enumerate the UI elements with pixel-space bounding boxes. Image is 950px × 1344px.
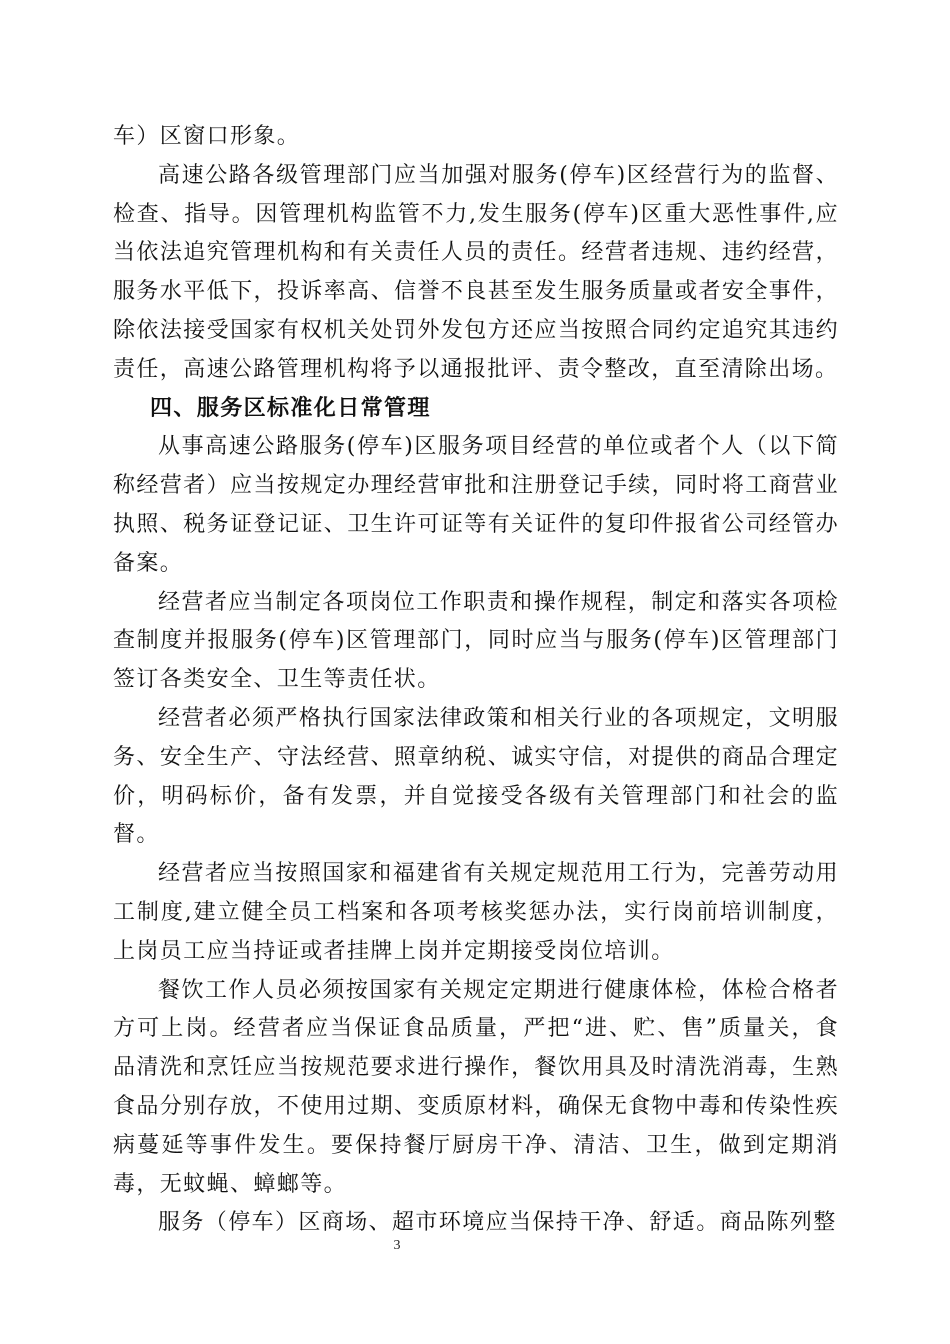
page-number: 3: [393, 1238, 401, 1253]
body-text: [113, 118, 839, 1243]
paragraph-food-safety: 餐饮工作人员必须按国家有关规定定期进行健康体检，体检合格者方可上岗。经营者应当保证食品质量，严把“进、贮、售”质量关，食品清洗和烹饪应当按规范要求进行操作，餐饮用具及时清洗消毒，生熟食品分别存放，不使用过期、变质原材料，确保无食物中毒和传染性疾病蔓延等事件发生。要保持餐厅厨房干净、清洁、卫生，做到定期消毒，无蚊蝇、蟑螂等。: [113, 977, 839, 1197]
paragraph-continuation: 车）区窗口形象。: [113, 124, 301, 149]
paragraph-supervision: 高速公路各级管理部门应当加强对服务(停车)区经营行为的监督、检查、指导。因管理机构监管不力,发生服务(停车)区重大恶性事件,应当依法追究管理机构和有关责任人员的责任。经营者违规、违约经营，服务水平低下，投诉率高、信誉不良甚至发生服务质量或者安全事件，除依法接受国家有权机关处罚外发包方还应当按照合同约定追究其违约责任，高速公路管理机构将予以通报批评、责令整改，直至清除出场。: [113, 162, 839, 382]
paragraph-compliance: 经营者必须严格执行国家法律政策和相关行业的各项规定，文明服务、安全生产、守法经营、照章纳税、诚实守信，对提供的商品合理定价，明码标价，备有发票，并自觉接受各级有关管理部门和社会的监督。: [113, 705, 839, 848]
section-heading: 四、服务区标准化日常管理: [150, 395, 431, 421]
paragraph-registration: 从事高速公路服务(停车)区服务项目经营的单位或者个人（以下简称经营者）应当按规定办理经营审批和注册登记手续，同时将工商营业执照、税务证登记证、卫生许可证等有关证件的复印件报省公司经管办备案。: [113, 434, 839, 576]
paragraph-store-environment: 服务（停车）区商场、超市环境应当保持干净、舒适。商品陈列整: [158, 1210, 837, 1236]
paragraph-responsibilities: 经营者应当制定各项岗位工作职责和操作规程，制定和落实各项检查制度并报服务(停车)区管理部门，同时应当与服务(停车)区管理部门签订各类安全、卫生等责任状。: [113, 589, 839, 693]
page-number-footer: [0, 1238, 790, 1254]
paragraph-employment: 经营者应当按照国家和福建省有关规定规范用工行为，完善劳动用工制度,建立健全员工档案和各项考核奖惩办法，实行岗前培训制度，上岗员工应当持证或者挂牌上岗并定期接受岗位培训。: [113, 861, 839, 964]
